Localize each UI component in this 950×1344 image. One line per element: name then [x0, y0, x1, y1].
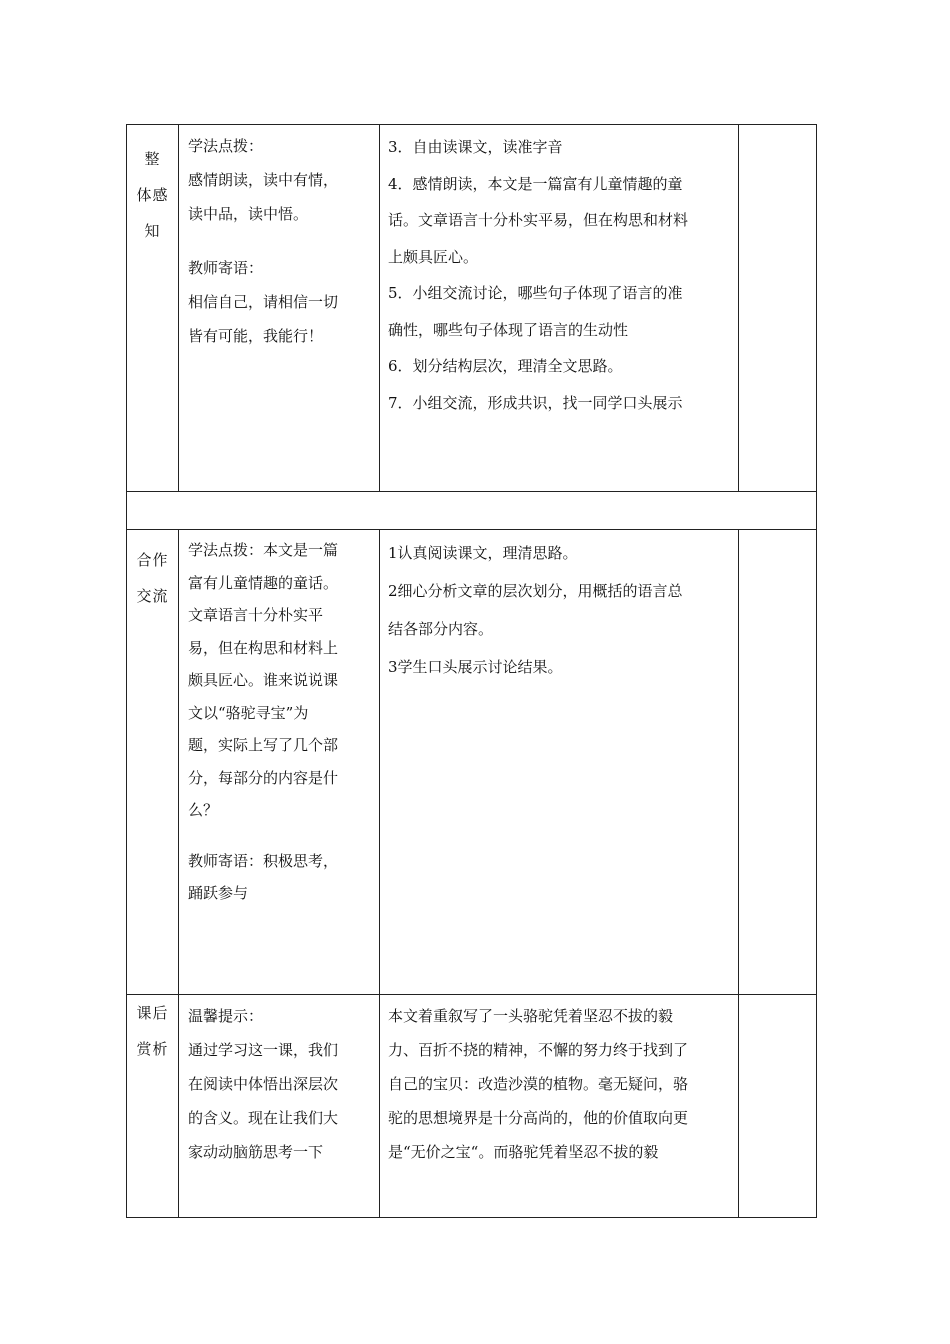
notes-cell-cooperation — [739, 530, 817, 995]
warm-tips: 温馨提示： 通过学习这一课，我们 在阅读中体悟出深层次 的含义。现在让我们大 家动动脑筋思考一下 — [188, 1007, 339, 1161]
stage-label: 课后 赏析 — [136, 1004, 169, 1058]
session-title — [127, 492, 816, 493]
steps-cell-appreciation — [380, 995, 739, 1218]
activity-steps: 1认真阅读课文，理清思路。 2细心分析文章的层次划分，用概括的语言总 结各部分内容。 3学生口头展示讨论结果。 — [388, 544, 683, 676]
stage-label: 整 体感 知 — [136, 150, 169, 240]
guide-cell-perception — [179, 125, 380, 492]
stage-cell-cooperation — [127, 530, 179, 995]
method-guide: 学法点拨：本文是一篇 富有儿童情趣的童话。 文章语言十分朴实平 易，但在构思和材料上 颇具匠心。谁来说说课 文以“骆驼寻宝”为 题，实际上写了几个部 分，每部分的内容是什 么？ 教师寄语：积极思考， 踊跃参与 — [188, 541, 339, 902]
steps-cell-cooperation — [380, 530, 739, 995]
stage-cell-perception — [127, 125, 179, 492]
lesson-plan-table — [126, 124, 817, 1218]
table-row-appreciation — [127, 995, 817, 1218]
session-title-cell — [127, 492, 817, 530]
stage-label: 合作 交流 — [136, 551, 169, 605]
notes-cell-perception — [739, 125, 817, 492]
table-row-session — [127, 492, 817, 530]
guide-cell-cooperation — [179, 530, 380, 995]
stage-cell-appreciation — [127, 995, 179, 1218]
notes-cell-appreciation — [739, 995, 817, 1218]
table-row-cooperation — [127, 530, 817, 995]
table-row-perception — [127, 125, 817, 492]
guide-cell-appreciation — [179, 995, 380, 1218]
activity-steps: 3．自由读课文，读准字音 4．感情朗读，本文是一篇富有儿童情趣的童 话。文章语言十分朴实平易，但在构思和材料 上颇具匠心。 5．小组交流讨论，哪些句子体现了语言的准 确性，哪些句子体现了语言的生动性 6．划分结构层次，理清全文思路。 7．小组交流，形成共识，找一同学口头展示 — [388, 138, 689, 412]
method-guide: 学法点拨： 感情朗读，读中有情， 读中品，读中悟。 教师寄语： 相信自己，请相信一切 皆有可能，我能行！ — [188, 137, 339, 345]
steps-cell-perception — [380, 125, 739, 492]
appreciation-text: 本文着重叙写了一头骆驼凭着坚忍不拔的毅 力、百折不挠的精神，不懈的努力终于找到了 自己的宝贝：改造沙漠的植物。毫无疑问，骆 驼的思想境界是十分高尚的，他的价值取向更 是“无价之宝“。而骆驼凭着坚忍不拔的毅 — [388, 1007, 689, 1161]
